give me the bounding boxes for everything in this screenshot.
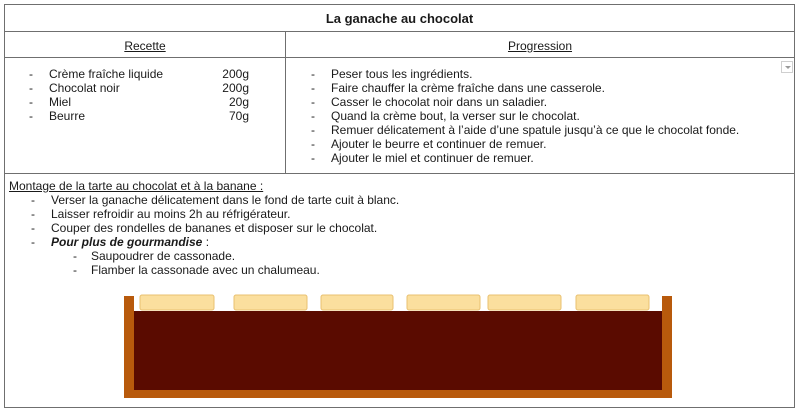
bullet: - — [73, 263, 77, 277]
bullet: - — [311, 109, 315, 123]
recipe-header: Recette — [124, 39, 166, 53]
gourmand-line — [51, 235, 209, 249]
sub-step-text: Flamber la cassonade avec un chalumeau. — [91, 263, 320, 277]
bullet: - — [311, 123, 315, 137]
page-title: La ganache au chocolat — [325, 11, 474, 26]
ingredient-name: Chocolat noir — [49, 81, 120, 95]
step-text: Remuer délicatement à l’aide d’une spatule jusqu’à ce que le chocolat fonde. — [331, 123, 740, 137]
bullet: - — [311, 95, 315, 109]
step-text: Peser tous les ingrédients. — [331, 67, 473, 81]
ingredient-name: Beurre — [49, 109, 86, 123]
bullet: - — [29, 109, 33, 123]
assembly-step-text: Laisser refroidir au moins 2h au réfrigérateur. — [51, 207, 291, 221]
ingredient-qty: 20g — [228, 95, 249, 109]
cell-dropdown-icon[interactable] — [781, 61, 793, 73]
bullet: - — [311, 137, 315, 151]
ingredient-qty: 70g — [228, 109, 249, 123]
banana-slice — [140, 295, 214, 310]
banana-slice — [576, 295, 649, 310]
tart-crust-bottom — [124, 390, 672, 398]
ingredient-name: Miel — [49, 95, 72, 109]
bullet: - — [29, 67, 33, 81]
bullet: - — [73, 249, 77, 263]
step-text: Ajouter le beurre et continuer de remuer. — [331, 137, 547, 151]
gourmand-label: Pour plus de gourmandise — [51, 235, 203, 249]
ganache-filling — [134, 311, 662, 390]
step-text: Faire chauffer la crème fraîche dans une casserole. — [331, 81, 605, 95]
bullet: - — [29, 81, 33, 95]
ingredient-row — [5, 109, 285, 123]
divider — [5, 31, 794, 32]
step-text: Ajouter le miel et continuer de remuer. — [331, 151, 534, 165]
banana-slice — [234, 295, 307, 310]
banana-slice — [488, 295, 561, 310]
divider — [5, 57, 794, 58]
assembly-step-text: Verser la ganache délicatement dans le fond de tarte cuit à blanc. — [51, 193, 400, 207]
step-text: Casser le chocolat noir dans un saladier. — [331, 95, 548, 109]
gourmand-colon: : — [202, 235, 210, 249]
ingredient-qty: 200g — [222, 81, 249, 95]
banana-slice — [321, 295, 393, 310]
assembly-step-text: Couper des rondelles de bananes et disposer sur le chocolat. — [51, 221, 378, 235]
sub-step-text: Saupoudrer de cassonade. — [91, 249, 236, 263]
ingredient-name: Crème fraîche liquide — [49, 67, 164, 81]
bullet: - — [311, 151, 315, 165]
ingredient-row — [5, 67, 285, 81]
ingredient-qty: 200g — [222, 67, 249, 81]
divider — [5, 173, 794, 174]
bullet: - — [29, 95, 33, 109]
bullet: - — [311, 67, 315, 81]
bullet: - — [311, 81, 315, 95]
step-text: Quand la crème bout, la verser sur le chocolat. — [331, 109, 580, 123]
ingredient-row — [5, 81, 285, 95]
tart-crust-right — [662, 296, 672, 398]
tart-illustration — [124, 294, 672, 398]
bullet: - — [31, 235, 35, 249]
bullet: - — [31, 207, 35, 221]
ingredient-row — [5, 95, 285, 109]
bullet: - — [31, 193, 35, 207]
bullet: - — [31, 221, 35, 235]
progression-header: Progression — [507, 39, 573, 53]
banana-slice — [407, 295, 480, 310]
tart-crust-left — [124, 296, 134, 398]
assembly-title: Montage de la tarte au chocolat et à la banane : — [9, 179, 264, 193]
